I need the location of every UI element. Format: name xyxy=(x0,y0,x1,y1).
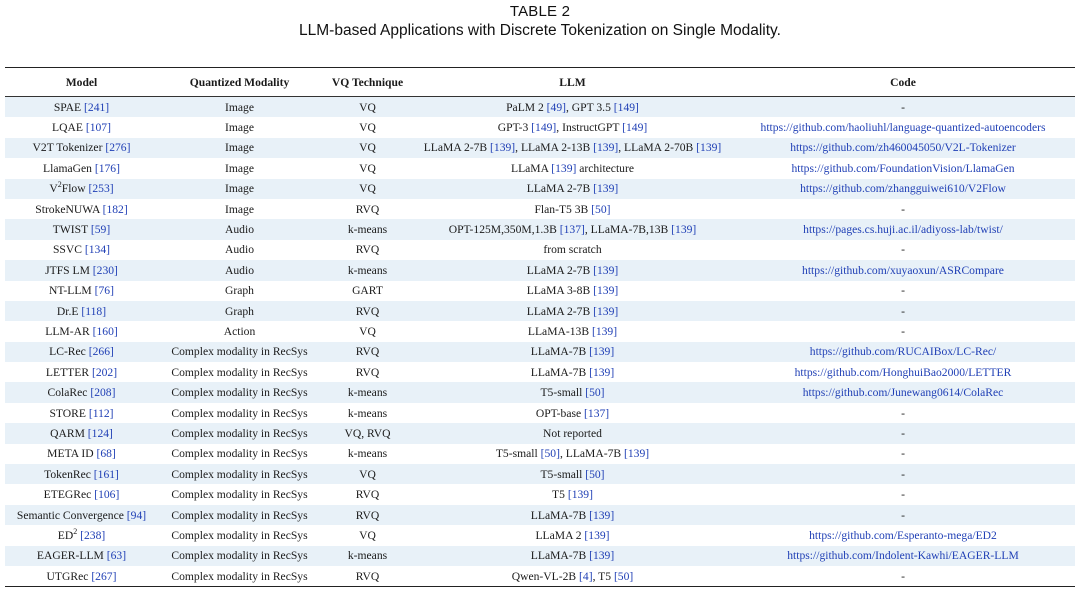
cell-vq-technique: k-means xyxy=(321,260,414,280)
cell-code xyxy=(731,179,1075,199)
cell-llm xyxy=(414,525,731,545)
cell-text: Flow xyxy=(61,182,89,196)
cell-llm xyxy=(414,240,731,260)
code-empty: - xyxy=(901,569,905,583)
table-row xyxy=(5,444,1075,464)
cell-text: QARM xyxy=(50,426,88,440)
table-row xyxy=(5,117,1075,137)
citation-link[interactable]: [149] xyxy=(613,100,639,114)
cell-llm xyxy=(414,464,731,484)
code-link[interactable]: https://github.com/Junewang0614/ColaRec xyxy=(802,386,1004,400)
table-row xyxy=(5,321,1075,341)
cell-code xyxy=(731,199,1075,219)
cell-vq-technique: k-means xyxy=(321,546,414,566)
cell-text: , LLaMA 2-13B xyxy=(515,141,594,155)
cell-quantized-modality: Complex modality in RecSys xyxy=(171,365,308,379)
cell-text: TWIST xyxy=(52,223,91,237)
citation-link[interactable]: [137] xyxy=(559,223,585,237)
table-row xyxy=(5,484,1075,504)
citation-link[interactable]: [241] xyxy=(84,100,110,114)
citation-link[interactable]: [253] xyxy=(88,182,114,196)
cell-model xyxy=(5,484,158,504)
citation-link[interactable]: [139] xyxy=(671,223,697,237)
cell-quantized-modality: Image xyxy=(158,97,321,118)
table-row xyxy=(5,362,1075,382)
cell-text: , LLaMA-7B xyxy=(559,447,625,461)
citation-link[interactable]: [50] xyxy=(585,386,605,400)
table-row xyxy=(5,566,1075,587)
cell-text: T5-small xyxy=(495,447,541,461)
cell-code xyxy=(731,158,1075,178)
table-row xyxy=(5,219,1075,239)
cell-text: LLaMA 2-7B xyxy=(423,141,491,155)
cell-text: LLaMA 2-7B xyxy=(526,304,594,318)
cell-model xyxy=(5,546,158,566)
code-link[interactable]: https://github.com/Esperanto-mega/ED2 xyxy=(809,528,997,542)
table-row xyxy=(5,138,1075,158)
cell-text: LETTER xyxy=(45,365,92,379)
cell-model xyxy=(5,321,158,341)
cell-quantized-modality: Complex modality in RecSys xyxy=(158,546,321,566)
cell-llm xyxy=(414,342,731,362)
cell-model xyxy=(5,403,158,423)
cell-quantized-modality: Complex modality in RecSys xyxy=(171,406,308,420)
code-empty: - xyxy=(901,488,905,502)
cell-model xyxy=(5,199,158,219)
cell-text: Dr.E xyxy=(56,304,82,318)
citation-link[interactable]: [50] xyxy=(585,467,605,481)
cell-vq-technique: GART xyxy=(352,284,383,298)
cell-text: UTGRec xyxy=(46,569,92,583)
cell-text: STORE xyxy=(49,406,89,420)
cell-text: LLaMA 2 xyxy=(535,528,585,542)
cell-quantized-modality: Complex modality in RecSys xyxy=(171,569,308,583)
cell-model xyxy=(5,362,158,382)
citation-link[interactable]: [230] xyxy=(92,263,118,277)
table-body xyxy=(5,97,1075,587)
cell-text: PaLM 2 xyxy=(506,100,547,114)
citation-link[interactable]: [112] xyxy=(88,406,114,420)
cell-code xyxy=(731,281,1075,301)
citation-link[interactable]: [106] xyxy=(94,488,120,502)
cell-code xyxy=(731,342,1075,362)
cell-quantized-modality: Action xyxy=(223,324,256,338)
citation-link[interactable]: [208] xyxy=(90,386,116,400)
cell-text: , InstructGPT xyxy=(556,121,623,135)
cell-text: Qwen-VL-2B xyxy=(511,569,580,583)
cell-vq-technique: VQ xyxy=(321,179,414,199)
citation-link[interactable]: [107] xyxy=(85,121,111,135)
cell-vq-technique: k-means xyxy=(321,382,414,402)
code-link[interactable]: https://pages.cs.huji.ac.il/adiyoss-lab/twist/ xyxy=(803,223,1003,237)
table-row xyxy=(5,423,1075,443)
citation-link[interactable]: [139] xyxy=(696,141,722,155)
cell-quantized-modality: Complex modality in RecSys xyxy=(158,423,321,443)
code-empty: - xyxy=(901,284,905,298)
code-empty: - xyxy=(901,447,905,461)
cell-model xyxy=(5,505,158,525)
applications-table xyxy=(5,67,1075,587)
cell-model xyxy=(5,117,158,137)
citation-link[interactable]: [139] xyxy=(593,263,619,277)
table-row xyxy=(5,199,1075,219)
cell-llm xyxy=(414,505,731,525)
citation-link[interactable]: [49] xyxy=(546,100,566,114)
cell-quantized-modality: Image xyxy=(225,121,254,135)
citation-link[interactable]: [63] xyxy=(106,549,127,563)
cell-vq-technique: VQ, RVQ xyxy=(321,423,414,443)
table-title: LLM-based Applications with Discrete Tokenization on Single Modality. xyxy=(299,22,781,39)
cell-text: LC-Rec xyxy=(49,345,89,359)
cell-text: LLaMA xyxy=(511,161,552,175)
citation-link[interactable]: [139] xyxy=(593,304,619,318)
cell-model xyxy=(5,525,158,545)
code-empty: - xyxy=(901,508,905,522)
cell-text: LLaMA-7B xyxy=(530,345,590,359)
cell-text: Flan-T5 3B xyxy=(534,202,592,216)
header-model: Model xyxy=(5,68,158,97)
cell-llm xyxy=(414,321,731,341)
cell-llm xyxy=(414,199,731,219)
citation-link[interactable]: [139] xyxy=(593,182,619,196)
citation-link[interactable]: [160] xyxy=(92,324,118,338)
citation-link[interactable]: [139] xyxy=(490,141,516,155)
cell-code xyxy=(731,97,1075,118)
citation-link[interactable]: [137] xyxy=(584,406,610,420)
cell-code xyxy=(731,464,1075,484)
citation-link[interactable]: [139] xyxy=(591,324,618,338)
citation-link[interactable]: [59] xyxy=(90,223,111,237)
citation-link[interactable]: [182] xyxy=(102,202,128,216)
cell-llm xyxy=(414,566,731,587)
cell-code xyxy=(731,219,1075,239)
cell-text: LQAE xyxy=(52,121,86,135)
cell-text: LLaMA-7B xyxy=(530,549,590,563)
code-link[interactable]: https://github.com/Indolent-Kawhi/EAGER-LLM xyxy=(787,549,1019,563)
cell-code xyxy=(731,403,1075,423)
cell-model xyxy=(5,301,158,321)
cell-text: ColaRec xyxy=(47,386,91,400)
cell-quantized-modality: Complex modality in RecSys xyxy=(158,505,321,525)
cell-model xyxy=(5,240,158,260)
cell-quantized-modality: Complex modality in RecSys xyxy=(158,382,321,402)
cell-vq-technique: VQ xyxy=(359,324,376,338)
header-row xyxy=(5,68,1075,97)
cell-text: EAGER-LLM xyxy=(36,549,107,563)
header-llm: LLM xyxy=(414,68,731,97)
cell-text: JTFS LM xyxy=(45,263,93,277)
cell-vq-technique: k-means xyxy=(347,447,388,461)
cell-text: Semantic Convergence xyxy=(16,508,127,522)
cell-text: , LLaMA-7B,13B xyxy=(584,223,672,237)
cell-code xyxy=(731,484,1075,504)
table-caption xyxy=(0,0,1080,41)
code-link[interactable]: https://github.com/zhangguiwei610/V2Flow xyxy=(800,182,1006,196)
header-vq-technique: VQ Technique xyxy=(321,68,414,97)
citation-link[interactable]: [176] xyxy=(94,161,120,175)
cell-code xyxy=(731,525,1075,545)
cell-text: LLaMA-7B xyxy=(530,365,590,379)
cell-llm xyxy=(414,444,731,464)
cell-code xyxy=(731,546,1075,566)
cell-quantized-modality: Image xyxy=(225,202,254,216)
cell-text: LLaMA 2-7B xyxy=(526,263,594,277)
cell-llm xyxy=(414,260,731,280)
cell-text: OPT-125M,350M,1.3B xyxy=(448,223,560,237)
table-row xyxy=(5,525,1075,545)
cell-quantized-modality: Complex modality in RecSys xyxy=(171,488,308,502)
citation-link[interactable]: [50] xyxy=(591,202,611,216)
citation-link[interactable]: [139] xyxy=(589,549,615,563)
table-row xyxy=(5,403,1075,423)
citation-link[interactable]: [161] xyxy=(93,467,119,481)
cell-text: GPT-3 xyxy=(497,121,532,135)
cell-text: architecture xyxy=(576,161,634,175)
code-empty: - xyxy=(901,426,905,440)
cell-model xyxy=(5,464,158,484)
cell-text: TokenRec xyxy=(44,467,94,481)
cell-quantized-modality: Image xyxy=(225,161,254,175)
citation-link[interactable]: [238] xyxy=(80,528,106,542)
cell-code xyxy=(731,138,1075,158)
citation-link[interactable]: [139] xyxy=(589,365,615,379)
table-row xyxy=(5,546,1075,566)
code-empty: - xyxy=(901,100,905,114)
table-row xyxy=(5,260,1075,280)
citation-link[interactable]: [94] xyxy=(126,508,147,522)
cell-model xyxy=(5,219,158,239)
citation-link[interactable]: [266] xyxy=(88,345,114,359)
cell-text: T5 xyxy=(552,488,568,502)
cell-llm xyxy=(414,301,731,321)
cell-llm xyxy=(414,403,731,423)
cell-code xyxy=(731,301,1075,321)
code-empty: - xyxy=(901,324,905,338)
header-quantized-modality: Quantized Modality xyxy=(158,68,321,97)
cell-llm xyxy=(414,382,731,402)
citation-link[interactable]: [139] xyxy=(584,528,610,542)
cell-text: LLaMA-13B xyxy=(527,324,592,338)
cell-vq-technique: RVQ xyxy=(355,365,380,379)
cell-text: META ID xyxy=(47,447,97,461)
cell-text: LLaMA-7B xyxy=(530,508,590,522)
table-row xyxy=(5,464,1075,484)
cell-model xyxy=(5,382,158,402)
cell-llm xyxy=(414,138,731,158)
code-empty: - xyxy=(901,202,905,216)
cell-text: OPT-base xyxy=(535,406,585,420)
cell-model xyxy=(5,138,158,158)
header-code: Code xyxy=(731,68,1075,97)
cell-vq-technique: RVQ xyxy=(321,301,414,321)
citation-link[interactable]: [124] xyxy=(87,426,113,440)
citation-link[interactable]: [267] xyxy=(91,569,117,583)
citation-link[interactable]: [139] xyxy=(567,488,593,502)
table-row xyxy=(5,158,1075,178)
cell-vq-technique: RVQ xyxy=(321,505,414,525)
cell-vq-technique: VQ xyxy=(321,97,414,118)
cell-llm xyxy=(414,97,731,118)
cell-model xyxy=(5,260,158,280)
cell-text: ETEGRec xyxy=(43,488,95,502)
cell-vq-technique: k-means xyxy=(321,219,414,239)
cell-llm xyxy=(414,281,731,301)
code-empty: - xyxy=(901,243,905,257)
table-row xyxy=(5,342,1075,362)
citation-link[interactable]: [4] xyxy=(579,569,593,583)
cell-vq-technique: VQ xyxy=(321,464,414,484)
cell-vq-technique: RVQ xyxy=(355,243,380,257)
cell-quantized-modality: Image xyxy=(158,138,321,158)
cell-code xyxy=(731,505,1075,525)
cell-code xyxy=(731,444,1075,464)
cell-text: LlamaGen xyxy=(43,161,95,175)
citation-link[interactable]: [134] xyxy=(84,243,111,257)
cell-quantized-modality: Graph xyxy=(158,301,321,321)
cell-code xyxy=(731,117,1075,137)
cell-text: , T5 xyxy=(592,569,614,583)
code-link[interactable]: https://github.com/xuyaoxun/ASRCompare xyxy=(802,263,1004,277)
code-link[interactable]: https://github.com/HonghuiBao2000/LETTER xyxy=(794,365,1012,379)
citation-link[interactable]: [139] xyxy=(593,141,619,155)
cell-quantized-modality: Audio xyxy=(158,219,321,239)
cell-code xyxy=(731,321,1075,341)
cell-text: , GPT 3.5 xyxy=(566,100,614,114)
citation-link[interactable]: [139] xyxy=(589,345,615,359)
citation-link[interactable]: [50] xyxy=(613,569,634,583)
code-empty: - xyxy=(901,467,905,481)
cell-vq-technique: VQ xyxy=(359,121,376,135)
cell-text: LLaMA 2-7B xyxy=(526,182,594,196)
cell-text: V2T Tokenizer xyxy=(32,141,106,155)
cell-text: Not reported xyxy=(543,426,602,440)
cell-vq-technique: VQ xyxy=(359,161,376,175)
citation-link[interactable]: [139] xyxy=(589,508,615,522)
cell-model xyxy=(5,566,158,587)
citation-link[interactable]: [76] xyxy=(94,284,114,298)
cell-llm xyxy=(414,219,731,239)
cell-vq-technique: VQ xyxy=(321,138,414,158)
cell-code xyxy=(731,423,1075,443)
cell-model xyxy=(5,281,158,301)
cell-text: LLM-AR xyxy=(45,324,93,338)
cell-quantized-modality: Image xyxy=(158,179,321,199)
cell-text: NT-LLM xyxy=(49,284,95,298)
cell-code xyxy=(731,240,1075,260)
cell-text: StrokeNUWA xyxy=(35,202,103,216)
citation-link[interactable]: [50] xyxy=(540,447,560,461)
cell-text: , LLaMA 2-70B xyxy=(618,141,697,155)
cell-vq-technique: k-means xyxy=(347,406,388,420)
cell-text: T5-small xyxy=(540,386,586,400)
cell-model xyxy=(5,342,158,362)
cell-quantized-modality: Audio xyxy=(225,243,254,257)
cell-text: V xyxy=(49,182,58,196)
cell-text: ED xyxy=(57,528,74,542)
cell-model xyxy=(5,158,158,178)
code-empty: - xyxy=(901,304,905,318)
cell-quantized-modality: Complex modality in RecSys xyxy=(171,528,308,542)
cell-llm xyxy=(414,484,731,504)
table-row xyxy=(5,281,1075,301)
cell-vq-technique: RVQ xyxy=(355,569,380,583)
cell-vq-technique: RVQ xyxy=(355,202,380,216)
citation-link[interactable]: [118] xyxy=(81,304,107,318)
citation-link[interactable]: [276] xyxy=(105,141,131,155)
cell-model xyxy=(5,444,158,464)
cell-model xyxy=(5,97,158,118)
cell-vq-technique: RVQ xyxy=(321,342,414,362)
superscript: 2 xyxy=(57,180,62,190)
cell-quantized-modality: Audio xyxy=(158,260,321,280)
cell-text: LLaMA 3-8B xyxy=(526,284,594,298)
code-link[interactable]: https://github.com/RUCAIBox/LC-Rec/ xyxy=(809,345,997,359)
citation-link[interactable]: [149] xyxy=(622,121,648,135)
citation-link[interactable]: [149] xyxy=(531,121,557,135)
table-row xyxy=(5,179,1075,199)
citation-link[interactable]: [202] xyxy=(91,365,118,379)
cell-vq-technique: RVQ xyxy=(355,488,380,502)
cell-model xyxy=(5,423,158,443)
cell-code xyxy=(731,566,1075,587)
citation-link[interactable]: [139] xyxy=(551,161,577,175)
cell-text: SSVC xyxy=(52,243,85,257)
table-row xyxy=(5,97,1075,118)
cell-llm xyxy=(414,546,731,566)
cell-code xyxy=(731,382,1075,402)
citation-link[interactable]: [68] xyxy=(96,447,116,461)
code-empty: - xyxy=(901,406,905,420)
citation-link[interactable]: [139] xyxy=(593,284,619,298)
cell-llm xyxy=(414,158,731,178)
cell-model xyxy=(5,179,158,199)
cell-llm xyxy=(414,423,731,443)
citation-link[interactable]: [139] xyxy=(624,447,650,461)
table-label: TABLE 2 xyxy=(509,3,571,20)
table-row xyxy=(5,382,1075,402)
cell-quantized-modality: Complex modality in RecSys xyxy=(171,447,308,461)
cell-text: SPAE xyxy=(53,100,85,114)
code-link[interactable]: https://github.com/haoliuhl/language-quantized-autoencoders xyxy=(760,121,1046,135)
cell-vq-technique: VQ xyxy=(359,528,376,542)
cell-llm xyxy=(414,362,731,382)
table-row xyxy=(5,240,1075,260)
cell-text: T5-small xyxy=(540,467,586,481)
cell-quantized-modality: Graph xyxy=(225,284,254,298)
code-link[interactable]: https://github.com/zh460045050/V2L-Tokenizer xyxy=(790,141,1016,155)
superscript: 2 xyxy=(73,527,78,537)
code-link[interactable]: https://github.com/FoundationVision/LlamaGen xyxy=(791,161,1015,175)
cell-text: from scratch xyxy=(543,243,602,257)
table-row xyxy=(5,301,1075,321)
table-row xyxy=(5,505,1075,525)
cell-code xyxy=(731,260,1075,280)
cell-quantized-modality: Complex modality in RecSys xyxy=(158,464,321,484)
cell-quantized-modality: Complex modality in RecSys xyxy=(158,342,321,362)
cell-llm xyxy=(414,179,731,199)
cell-code xyxy=(731,362,1075,382)
cell-llm xyxy=(414,117,731,137)
